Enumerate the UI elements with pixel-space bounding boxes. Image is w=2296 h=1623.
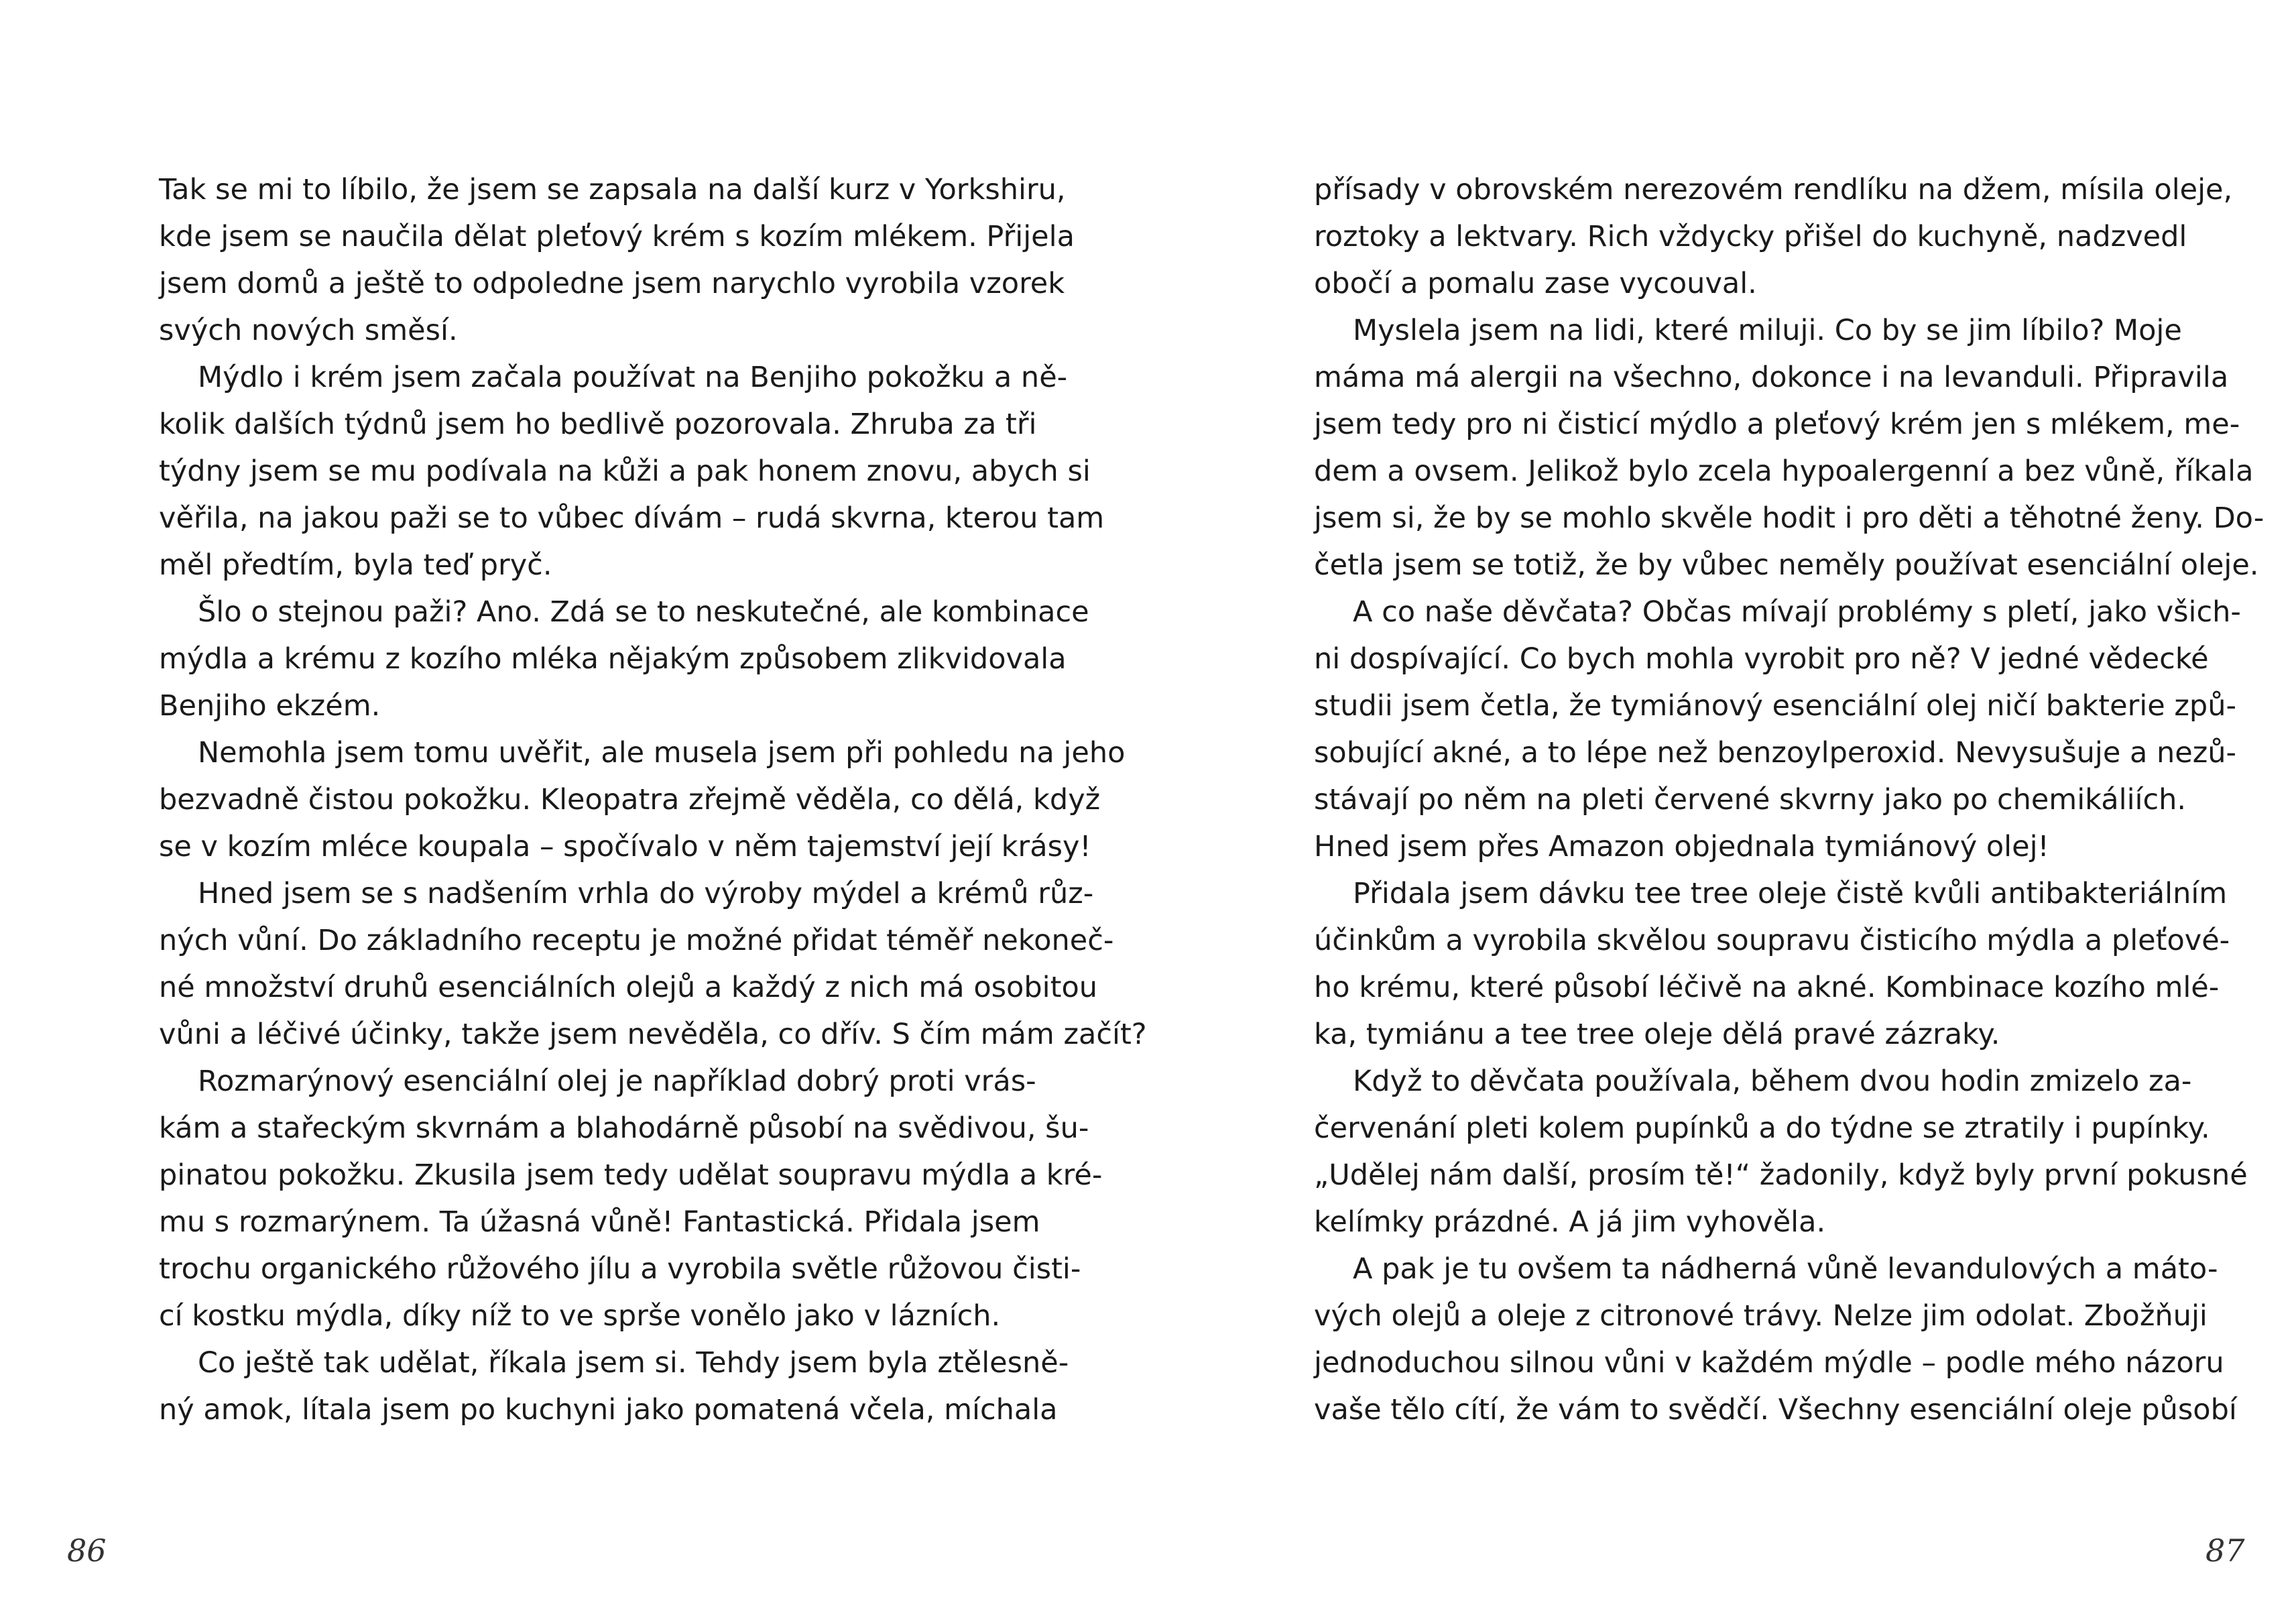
text-line: jsem tedy pro ni čisticí mýdlo a pleťový krém jen s mlékem, me- <box>1314 408 2240 441</box>
text-line: studii jsem četla, že tymiánový esenciální olej ničí bakterie způ- <box>1314 689 2236 723</box>
text-line: mýdla a krému z kozího mléka nějakým způsobem zlikvidovala <box>159 642 1067 676</box>
text-line: A pak je tu ovšem ta nádherná vůně levandulových a máto- <box>1353 1252 2218 1286</box>
text-line: né množství druhů esenciálních olejů a každý z nich má osobitou <box>159 971 1097 1004</box>
text-line: věřila, na jakou paži se to vůbec dívám – rudá skvrna, kterou tam <box>159 501 1105 535</box>
text-line: kám a stařeckým skvrnám a blahodárně působí na svědivou, šu- <box>159 1111 1089 1145</box>
text-line: Hned jsem přes Amazon objednala tymiánový olej! <box>1314 830 2049 863</box>
text-line: máma má alergii na všechno, dokonce i na levanduli. Připravila <box>1314 361 2229 394</box>
right-page-text <box>1314 166 2264 1433</box>
text-line: Myslela jsem na lidi, které miluji. Co by se jim líbilo? Moje <box>1353 314 2182 347</box>
text-line: A co naše děvčata? Občas mívají problémy s pletí, jako všich- <box>1353 595 2241 629</box>
text-line: Tak se mi to líbilo, že jsem se zapsala na další kurz v Yorkshiru, <box>159 173 1066 206</box>
text-line: pinatou pokožku. Zkusila jsem tedy udělat soupravu mýdla a kré- <box>159 1158 1103 1192</box>
text-line: bezvadně čistou pokožku. Kleopatra zřejmě věděla, co dělá, když <box>159 783 1101 817</box>
text-line: „Udělej nám další, prosím tě!“ žadonily, když byly první pokusné <box>1314 1158 2248 1192</box>
text-line: cí kostku mýdla, díky níž to ve sprše vonělo jako v lázních. <box>159 1299 1001 1333</box>
text-line: kolik dalších týdnů jsem ho bedlivě pozorovala. Zhruba za tři <box>159 408 1037 441</box>
text-line: ných vůní. Do základního receptu je možné přidat téměř nekoneč- <box>159 924 1114 957</box>
text-line: účinkům a vyrobila skvělou soupravu čisticího mýdla a pleťové- <box>1314 924 2230 957</box>
text-line: četla jsem se totiž, že by vůbec neměly používat esenciální oleje. <box>1314 548 2259 582</box>
left-page-text <box>159 166 1147 1433</box>
text-line: Hned jsem se s nadšením vrhla do výroby mýdel a krémů růz- <box>198 877 1094 910</box>
text-line: Mýdlo i krém jsem začala používat na Benjiho pokožku a ně- <box>198 361 1068 394</box>
text-line: stávají po něm na pleti červené skvrny jako po chemikáliích. <box>1314 783 2187 817</box>
text-line: vůni a léčivé účinky, takže jsem nevěděla, co dřív. S čím mám začít? <box>159 1018 1147 1051</box>
text-line: vaše tělo cítí, že vám to svědčí. Všechny esenciální oleje působí <box>1314 1393 2237 1427</box>
text-line: Co ještě tak udělat, říkala jsem si. Tehdy jsem byla ztělesně- <box>198 1346 1069 1380</box>
text-line: sobující akné, a to lépe než benzoylperoxid. Nevysušuje a nezů- <box>1314 736 2237 770</box>
text-line: Šlo o stejnou paži? Ano. Zdá se to neskutečné, ale kombinace <box>198 595 1089 629</box>
text-line: vých olejů a oleje z citronové trávy. Nelze jim odolat. Zbožňuji <box>1314 1299 2208 1333</box>
text-line: trochu organického růžového jílu a vyrobila světle růžovou čisti- <box>159 1252 1081 1286</box>
text-line: červenání pleti kolem pupínků a do týdne se ztratily i pupínky. <box>1314 1111 2210 1145</box>
text-line: roztoky a lektvary. Rich vždycky přišel do kuchyně, nadzvedl <box>1314 220 2187 253</box>
text-line: Když to děvčata používala, během dvou hodin zmizelo za- <box>1353 1065 2192 1098</box>
text-line: se v kozím mléce koupala – spočívalo v něm tajemství její krásy! <box>159 830 1091 863</box>
text-line: ný amok, lítala jsem po kuchyni jako pomatená včela, míchala <box>159 1393 1058 1427</box>
text-line: kde jsem se naučila dělat pleťový krém s kozím mlékem. Přijela <box>159 220 1075 253</box>
text-line: ho krému, které působí léčivě na akné. Kombinace kozího mlé- <box>1314 971 2220 1004</box>
text-line: týdny jsem se mu podívala na kůži a pak honem znovu, abych si <box>159 455 1091 488</box>
text-line: Nemohla jsem tomu uvěřit, ale musela jsem při pohledu na jeho <box>198 736 1126 770</box>
page-number-left: 86 <box>67 1532 107 1569</box>
text-line: přísady v obrovském nerezovém rendlíku na džem, mísila oleje, <box>1314 173 2233 206</box>
text-line: kelímky prázdné. A já jim vyhověla. <box>1314 1205 1826 1239</box>
text-line: ka, tymiánu a tee tree oleje dělá pravé zázraky. <box>1314 1018 2000 1051</box>
text-line: svých nových směsí. <box>159 314 458 347</box>
text-line: mu s rozmarýnem. Ta úžasná vůně! Fantastická. Přidala jsem <box>159 1205 1040 1239</box>
text-line: Přidala jsem dávku tee tree oleje čistě kvůli antibakteriálním <box>1353 877 2228 910</box>
text-line: jednoduchou silnou vůni v každém mýdle – podle mého názoru <box>1314 1346 2224 1380</box>
text-line: měl předtím, byla teď pryč. <box>159 548 552 582</box>
text-line: ni dospívající. Co bych mohla vyrobit pro ně? V jedné vědecké <box>1314 642 2209 676</box>
text-line: dem a ovsem. Jelikož bylo zcela hypoalergenní a bez vůně, říkala <box>1314 455 2254 488</box>
text-line: jsem si, že by se mohlo skvěle hodit i pro děti a těhotné ženy. Do- <box>1314 501 2264 535</box>
text-line: jsem domů a ještě to odpoledne jsem narychlo vyrobila vzorek <box>159 267 1065 300</box>
page-number-right: 87 <box>2206 1532 2245 1569</box>
text-line: Rozmarýnový esenciální olej je například dobrý proti vrás- <box>198 1065 1036 1098</box>
text-line: Benjiho ekzém. <box>159 689 381 723</box>
text-line: obočí a pomalu zase vycouval. <box>1314 267 1757 300</box>
